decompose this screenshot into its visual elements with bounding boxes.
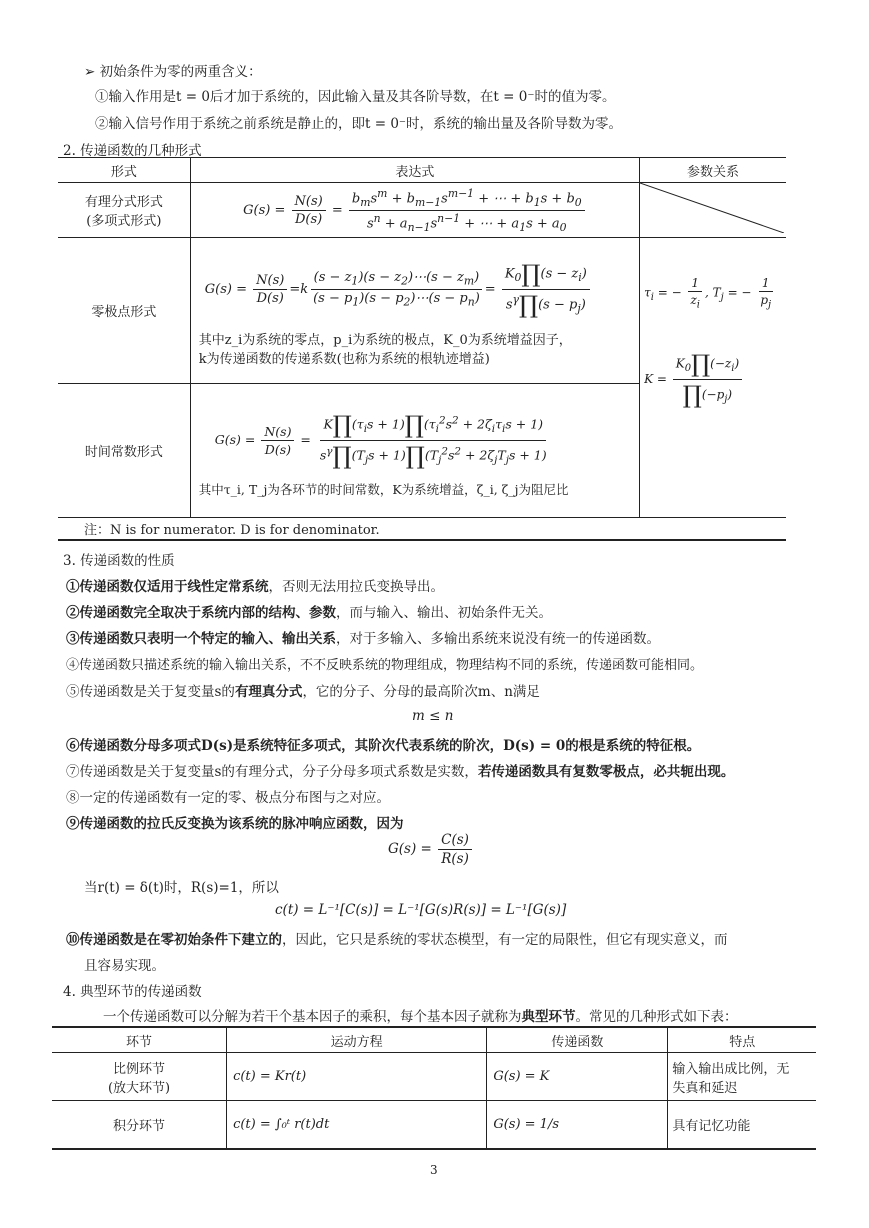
property-8: ⑧一定的传递函数有一定的零、极点分布图与之对应。: [66, 790, 390, 806]
zero-pole-form-label: 零极点形式: [58, 238, 190, 384]
tau-T-relation: $\tau_i$ = − $\frac{1}{z_i}$ , $T_j$ = − $\frac{1}{p_j}$: [644, 275, 772, 311]
proportional-element-name: [52, 1053, 227, 1101]
property-3-bold: ③传递函数只表明一个特定的输入、输出关系: [66, 631, 336, 647]
property-1-bold: ①传递函数仅适用于线性定常系统: [66, 579, 269, 595]
property-5-b: ，它的分子、分母的最高阶次m、n满足: [302, 684, 540, 700]
time-constant-note: 其中τ_i, T_j为各环节的时间常数，K为系统增益，ζ_i, ζ_j为阻尼比: [198, 482, 569, 497]
rational-form-label: 有理分式形式: [84, 195, 163, 210]
section4-intro-bold: 典型环节: [521, 1009, 576, 1025]
integral-equation: c(t) = ∫₀ᵗ r(t)dt: [227, 1101, 487, 1149]
impulse-condition: 当r(t) = δ(t)时，R(s)=1，所以: [84, 880, 279, 896]
rational-form-params-empty: [640, 183, 786, 238]
col-header-expression: 表达式: [190, 158, 639, 183]
rational-form-label-2: (多项式形式): [86, 214, 162, 229]
rational-form-expression: G(s) = $\frac{N(s)}{D(s)}$ = $\frac{b_ms^m + b_{m-1}s^{m-1} + \cdots + b_1s + b_0}{s^n + a_{n-1}s^{n-1} + \cdots + a_1s + a_0}$: [190, 183, 639, 238]
integral-transfer: G(s) = 1/s: [487, 1101, 668, 1149]
section4-intro-b: 。常见的几种形式如下表：: [575, 1009, 738, 1025]
intro-meaning-2: ②输入信号作用于系统之前系统是静止的，即t = 0⁻时，系统的输出量及各阶导数为零。: [95, 116, 623, 132]
integral-element-name: 积分环节: [52, 1101, 227, 1149]
property-5: [66, 680, 540, 700]
section4-intro: [103, 1005, 738, 1025]
zero-pole-form-expression: G(s) = $\frac{N(s)}{D(s)}$ =k $\frac{(s - z_1)(s - z_2)\cdots(s - z_m)}{(s - p_1)(s - p_2)\cdots(s - p_n)}$ = $\frac{K_0\prod(s - z_i)}{s^\gamma\prod(s - p_j)}$ 其中z_i为系统的零点，p_i为系统的极点，K_0为系统增益因子， k为传递函数的传递系数(也称为系统的根轨迹增益): [190, 238, 639, 384]
property-3-rest: ，对于多输入、多输出系统来说没有统一的传递函数。: [336, 631, 660, 647]
col-header-equation: 运动方程: [227, 1027, 487, 1053]
table-footnote: 注：N is for numerator. D is for denominator.: [58, 518, 786, 541]
col-header-element: 环节: [52, 1027, 227, 1053]
zero-pole-params: [640, 238, 786, 518]
property-7: [66, 760, 734, 780]
page-number: 3: [430, 1163, 438, 1177]
row-rational-form: [58, 183, 190, 238]
property-2-rest: ，而与输入、输出、初始条件无关。: [336, 605, 552, 621]
typical-elements-table: [52, 1026, 816, 1150]
time-constant-form-label: 时间常数形式: [58, 384, 190, 518]
property-10-line-2: 且容易实现。: [84, 958, 165, 974]
property-10-bold: ⑩传递函数是在零初始条件下建立的: [66, 932, 282, 948]
section2-heading: 2. 传递函数的几种形式: [63, 143, 202, 159]
property-10: [66, 928, 728, 948]
property-2-bold: ②传递函数完全取决于系统内部的结构、参数: [66, 605, 336, 621]
property-5-bold: 有理真分式: [234, 684, 303, 700]
property-7-a: ⑦传递函数是关于复变量s的有理分式，分子分母多项式系数是实数，: [66, 764, 478, 780]
transfer-function-forms-table: [58, 157, 786, 541]
intro-bullet: ➢ 初始条件为零的两重含义：: [84, 64, 262, 80]
col-header-feature: 特点: [668, 1027, 816, 1053]
diagonal-line: [640, 183, 784, 233]
col-header-form: 形式: [58, 158, 190, 183]
property-3: [66, 627, 660, 647]
property-2: [66, 601, 552, 621]
inverse-laplace-equation: c(t) = L⁻¹[C(s)] = L⁻¹[G(s)R(s)] = L⁻¹[G(s)]: [275, 902, 567, 918]
K-relation: K = $\frac{K_0\prod(-z_i)}{\prod(-p_j)}$: [644, 350, 782, 409]
col-header-params: 参数关系: [640, 158, 786, 183]
proportional-feature-2: 失真和延迟: [672, 1080, 738, 1096]
proportional-name: 比例环节: [113, 1061, 166, 1077]
proportional-name-2: (放大环节): [107, 1080, 171, 1096]
proportional-feature: [668, 1053, 816, 1101]
intro-meaning-1: ①输入作用是t = 0后才加于系统的，因此输入量及其各阶导数，在t = 0⁻时的值为零。: [95, 89, 616, 105]
proportional-equation: c(t) = Kr(t): [227, 1053, 487, 1101]
proportional-transfer: G(s) = K: [487, 1053, 668, 1101]
zero-pole-note-1: 其中z_i为系统的零点，p_i为系统的极点，K_0为系统增益因子，: [198, 333, 572, 348]
property-5-a: ⑤传递函数是关于复变量s的: [66, 684, 235, 700]
property-10-rest: ，因此，它只是系统的零状态模型，有一定的局限性，但它有现实意义，而: [282, 932, 728, 948]
section3-heading: 3. 传递函数的性质: [63, 553, 175, 569]
col-header-transfer: 传递函数: [487, 1027, 668, 1053]
time-constant-form-expression: G(s) = $\frac{N(s)}{D(s)}$ = $\frac{K\prod(\tau_is + 1)\prod(\tau_i^2s^2 + 2\zeta_i\tau_is + 1)}{s^\gamma\prod(T_js + 1)\prod(T_j^2s^2 + 2\zeta_jT_js + 1)}$ 其中τ_i, T_j为各环节的时间常数，K为系统增益，ζ_i, ζ_j为阻尼比: [190, 384, 639, 518]
order-inequality: m ≤ n: [412, 708, 454, 724]
property-4: ④传递函数只描述系统的输入输出关系，不不反映系统的物理组成，物理结构不同的系统，传递函数可能相同。: [66, 658, 704, 673]
property-7-bold: 若传递函数具有复数零极点，必共轭出现。: [477, 764, 735, 780]
impulse-response-equation: G(s) = $\frac{C(s)}{R(s)}$: [388, 832, 474, 867]
property-1: [66, 575, 444, 595]
property-9: ⑨传递函数的拉氏反变换为该系统的脉冲响应函数，因为: [66, 816, 404, 832]
section4-heading: 4. 典型环节的传递函数: [63, 984, 202, 1000]
integral-feature: 具有记忆功能: [668, 1101, 816, 1149]
proportional-feature-1: 输入输出成比例，无: [672, 1061, 790, 1077]
zero-pole-note-2: k为传递函数的传递系数(也称为系统的根轨迹增益): [198, 352, 490, 367]
property-6: ⑥传递函数分母多项式D(s)是系统特征多项式，其阶次代表系统的阶次，D(s) = 0的根是系统的特征根。: [66, 738, 701, 754]
section4-intro-a: 一个传递函数可以分解为若干个基本因子的乘积，每个基本因子就称为: [103, 1009, 522, 1025]
property-1-rest: ，否则无法用拉氏变换导出。: [268, 579, 444, 595]
